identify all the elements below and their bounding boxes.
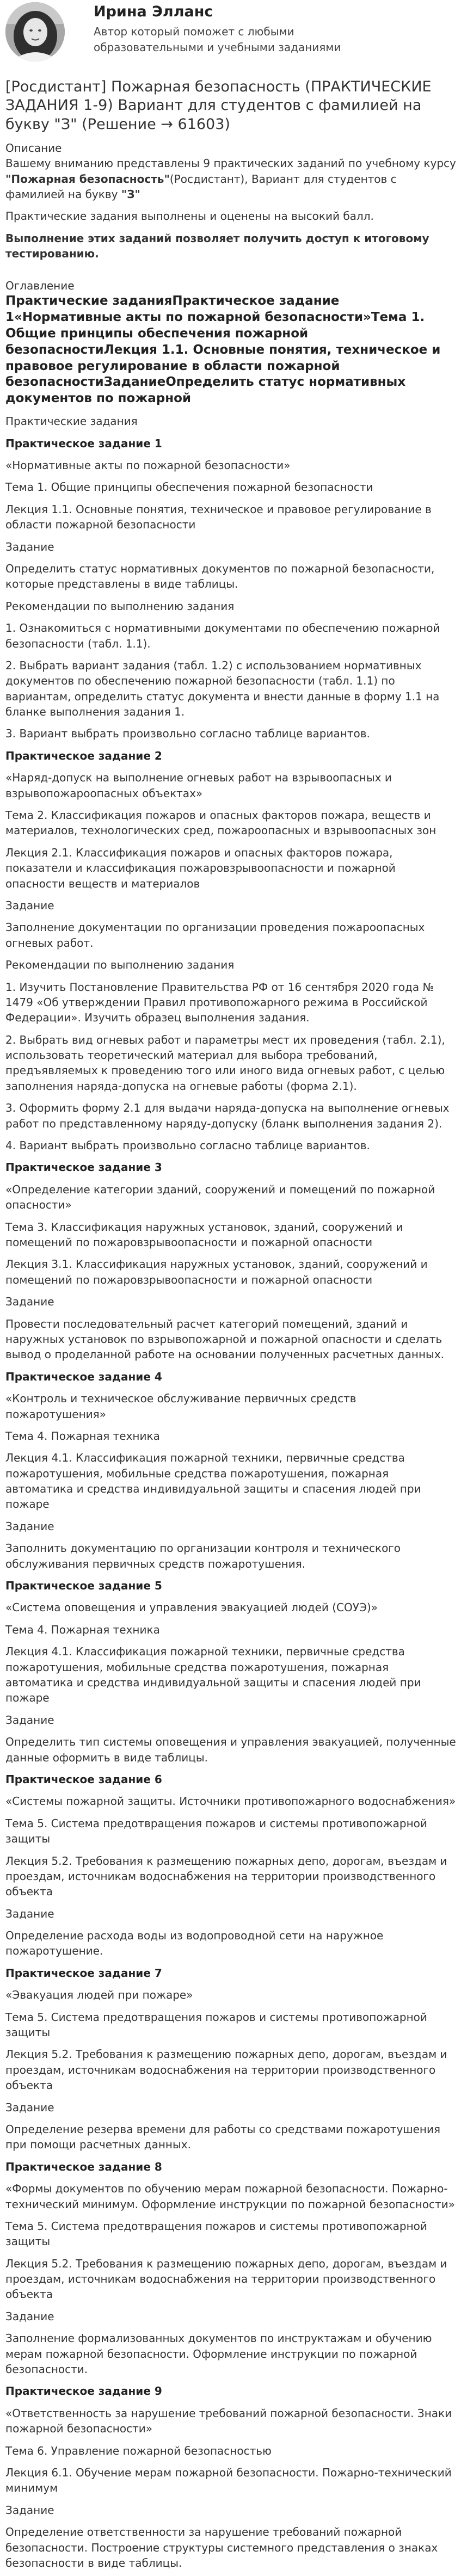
author-avatar[interactable] [5, 2, 65, 61]
intro-course: "Пожарная безопасность" [5, 172, 170, 186]
task-paragraph: Лекция 5.2. Требования к размещению пожарных депо, дорогам, въездам и проездам, источникам водоснабжения на территории производственного объекта [5, 1854, 447, 1899]
task-paragraph: «Наряд-допуск на выполнение огневых работ на взрывоопасных и взрывопожароопасных объектах» [5, 771, 392, 800]
task-paragraph: 4. Вариант выбрать произвольно согласно таблице вариантов. [5, 1139, 370, 1153]
task-paragraph: Лекция 4.1. Классификация пожарной техники, первичные средства пожаротушения, мобильные средства пожаротушения, пожарная автоматика и средства индивидуальной защиты и спасения людей при пожаре [5, 1645, 421, 1705]
task-paragraph: Задание [5, 540, 54, 553]
task-paragraph: «Системы пожарной защиты. Источники противопожарного водоснабжения» [5, 1795, 456, 1808]
author-description: Автор который поможет с любыми образовательными и учебными заданиями [94, 25, 341, 54]
task-paragraph: 1. Ознакомиться с нормативными документами по обеспечению пожарной безопасности (табл. 1.1). [5, 621, 440, 650]
task-paragraph: Лекция 4.1. Классификация пожарной техники, первичные средства пожаротушения, мобильные средства пожаротушения, пожарная автоматика и средства индивидуальной защиты и спасения людей при пожаре [5, 1451, 421, 1511]
task-paragraph: Задание [5, 2309, 54, 2323]
task-paragraph: «Система оповещения и управления эвакуацией людей (СОУЭ)» [5, 1601, 378, 1614]
task-paragraph: Тема 6. Управление пожарной безопасностью [5, 2444, 272, 2457]
description-label: Описание [5, 141, 62, 155]
task-paragraph: Тема 2. Классификация пожаров и опасных факторов пожара, веществ и материалов, технологических сред, пожароопасных и взрывоопасных зон [5, 809, 437, 837]
intro-paragraph [5, 156, 457, 202]
rated-text: Практические задания выполнены и оценены на высокий балл. [5, 209, 374, 223]
task-paragraph: Определить статус нормативных документов по пожарной безопасности, которые представлены в виде таблицы. [5, 562, 435, 591]
task-paragraph: Тема 4. Пожарная техника [5, 1429, 160, 1443]
task-paragraph: «Контроль и техническое обслуживание первичных средств пожаротушения» [5, 1392, 356, 1421]
task-paragraph: Определить тип системы оповещения и управления эвакуацией, полученные данные оформить в виде таблицы. [5, 1735, 456, 1764]
task-paragraph: Определение резерва времени для работы со средствами пожаротушения при помощи расчетных данных. [5, 2122, 441, 2152]
task-paragraph: «Ответственность за нарушение требований пожарной безопасности. Знаки пожарной безопасности» [5, 2406, 452, 2436]
toc-label: Оглавление [5, 279, 75, 292]
tasks-list [5, 436, 457, 2571]
intro-part2: (Росдистант), Вариант для студентов с фамилией на букву [5, 172, 397, 201]
task-paragraph: 2. Выбрать вариант задания (табл. 1.2) с использованием нормативных документов по обеспечению пожарной безопасности (табл. 1.1) по вариантам, определить статус документа и внести данные в форму 1.1 на бланке выполнения задания 1. [5, 658, 440, 719]
task-heading: Практическое задание 9 [5, 2384, 162, 2398]
task-paragraph: Тема 3. Классификация наружных установок, зданий, сооружений и помещений по пожаровзрывоопасности и пожарной опасности [5, 1220, 403, 1249]
task-paragraph: Задание [5, 2503, 54, 2517]
toc-text: Практические заданияПрактическое задание 1«Нормативные акты по пожарной безопасности»Тема 1. Общие принципы обеспечения пожарной безопасностиЛекция 1.1. Основные понятия, техническое и правовое регулирование в области пожарной безопасностиЗаданиеОпределить статус нормативных документов по пожарной [5, 293, 441, 406]
task-paragraph: Провести последовательный расчет категорий помещений, зданий и наружных установок по взрывопожарной и пожарной опасности и сделать вывод о проделанной работе на основании полученных расчетных данных. [5, 1317, 445, 1361]
task-paragraph: Рекомендации по выполнению задания [5, 958, 235, 972]
task-paragraph: 3. Вариант выбрать произвольно согласно таблице вариантов. [5, 727, 370, 741]
intro-letter: "З" [121, 188, 140, 201]
task-heading: Практическое задание 4 [5, 1370, 162, 1383]
task-heading: Практическое задание 1 [5, 436, 162, 450]
task-paragraph: Определение расхода воды из водопроводной сети на наружное пожаротушение. [5, 1929, 384, 1958]
task-paragraph: Лекция 5.2. Требования к размещению пожарных депо, дорогам, въездам и проездам, источникам водоснабжения на территории производственного объекта [5, 2048, 447, 2092]
task-paragraph: Тема 1. Общие принципы обеспечения пожарной безопасности [5, 480, 373, 494]
task-paragraph: Заполнение документации по организации проведения пожароопасных огневых работ. [5, 921, 425, 950]
task-heading: Практическое задание 2 [5, 749, 162, 762]
task-paragraph: Тема 5. Система предотвращения пожаров и системы противопожарной защиты [5, 1816, 427, 1846]
task-paragraph: «Определение категории зданий, сооружений и помещений по пожарной опасности» [5, 1182, 435, 1212]
task-paragraph: Заполнить документацию по организации контроля и технического обслуживания первичных средств пожаротушения. [5, 1542, 401, 1570]
practical-label: Практические задания [5, 415, 138, 428]
author-block [5, 0, 457, 66]
task-heading: Практическое задание 6 [5, 1772, 162, 1786]
task-paragraph: 2. Выбрать вид огневых работ и параметры мест их проведения (табл. 2.1), использовать теоретический материал для выбора требований, предъявляемых к проведению того или иного вида огневых работ, с целью заполнения наряда-допуска на огневые работы (форма 2.1). [5, 1033, 445, 1093]
task-paragraph: «Формы документов по обучению мерам пожарной безопасности. Пожарно-технический минимум. Оформление инструкции по пожарной безопасности» [5, 2182, 455, 2211]
task-paragraph: Лекция 2.1. Классификация пожаров и опасных факторов пожара, показатели и классификация пожаровзрывоопасности и пожарной опасности веществ и материалов [5, 846, 396, 890]
task-paragraph: 1. Изучить Постановление Правительства РФ от 16 сентября 2020 года № 1479 «Об утверждении Правил противопожарного режима в Российской Федерации». Изучить образец выполнения задания. [5, 980, 434, 1025]
task-paragraph: «Нормативные акты по пожарной безопасности» [5, 458, 291, 472]
task-paragraph: Определение ответственности за нарушение требований пожарной безопасности. Построение структуры системного представления о знаках безопасности в виде таблицы. [5, 2525, 438, 2569]
task-paragraph: Лекция 6.1. Обучение мерам пожарной безопасности. Пожарно-технический минимум [5, 2466, 452, 2495]
author-name[interactable]: Ирина Элланс [94, 3, 213, 20]
task-paragraph: Заполнение формализованных документов по инструктажам и обучению мерам пожарной безопасности. Оформление инструкции по пожарной безопасности. [5, 2332, 432, 2376]
task-paragraph: Задание [5, 2100, 54, 2114]
page-title: [Росдистант] Пожарная безопасность (ПРАКТИЧЕСКИЕ ЗАДАНИЯ 1-9) Вариант для студентов с фамилией на букву "З" (Решение → 61603) [5, 78, 432, 133]
task-heading: Практическое задание 5 [5, 1579, 162, 1593]
intro-part1: Вашему вниманию представлены 9 практических заданий по учебному курсу [5, 157, 456, 170]
task-paragraph: Задание [5, 1519, 54, 1533]
task-paragraph: Тема 4. Пожарная техника [5, 1623, 160, 1636]
task-heading: Практическое задание 8 [5, 2160, 162, 2173]
task-paragraph: Задание [5, 1713, 54, 1727]
task-paragraph: 3. Оформить форму 2.1 для выдачи наряда-допуска на выполнение огневых работ по представленному наряду-допуску (бланк выполнения задания 2). [5, 1101, 450, 1130]
task-paragraph: Лекция 3.1. Классификация наружных установок, зданий, сооружений и помещений по пожаровзрывоопасности и пожарной опасности [5, 1258, 428, 1286]
task-paragraph: Задание [5, 898, 54, 912]
task-heading: Практическое задание 3 [5, 1161, 162, 1174]
task-paragraph: Лекция 1.1. Основные понятия, техническое и правовое регулирование в области пожарной безопасности [5, 502, 432, 532]
task-paragraph: Тема 5. Система предотвращения пожаров и системы противопожарной защиты [5, 2010, 427, 2039]
access-text: Выполнение этих заданий позволяет получить доступ к итоговому тестированию. [5, 231, 429, 261]
task-paragraph: Задание [5, 1295, 54, 1309]
task-paragraph: Лекция 5.2. Требования к размещению пожарных депо, дорогам, въездам и проездам, источникам водоснабжения на территории производственного объекта [5, 2257, 447, 2301]
task-paragraph: Рекомендации по выполнению задания [5, 599, 235, 613]
task-paragraph: Тема 5. Система предотвращения пожаров и системы противопожарной защиты [5, 2219, 427, 2248]
task-paragraph: «Эвакуация людей при пожаре» [5, 1988, 193, 2002]
task-heading: Практическое задание 7 [5, 1966, 162, 1980]
task-paragraph: Задание [5, 1907, 54, 1920]
